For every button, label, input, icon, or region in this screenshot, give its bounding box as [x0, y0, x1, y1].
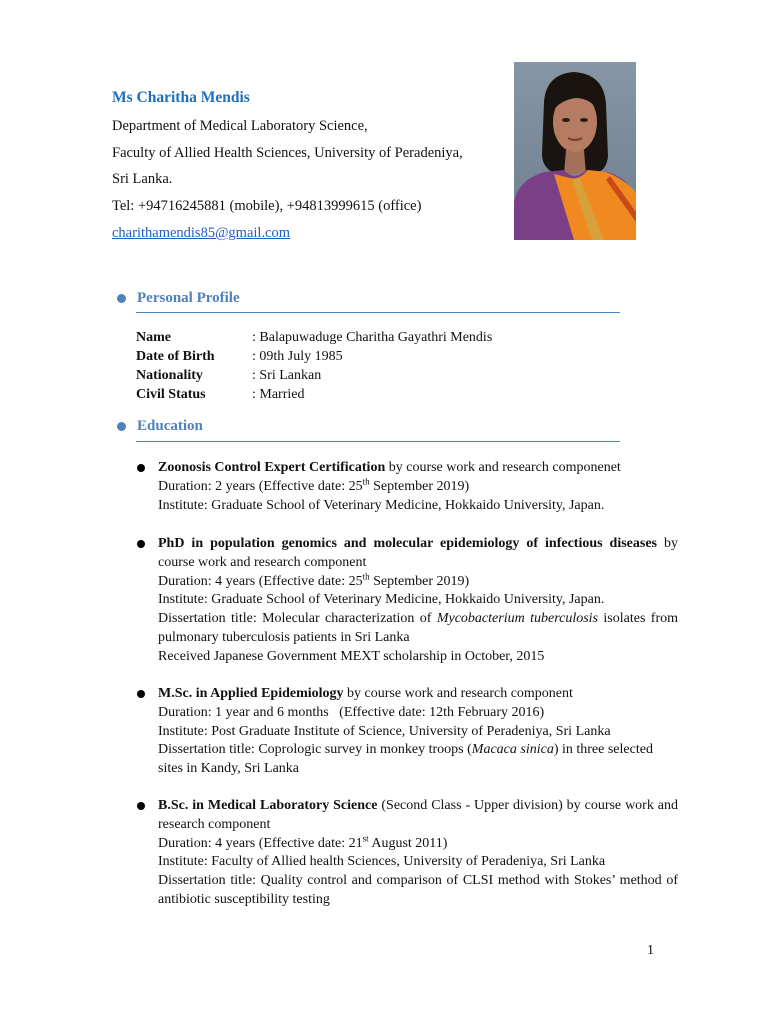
scholarship-note: Received Japanese Government MEXT scholarship in October, 2015: [158, 648, 545, 664]
profile-label-nationality: Nationality: [136, 368, 203, 383]
dissertation: Dissertation title: Coprologic survey in monkey troops (Macaca sinica) in three selected sites in Kandy, Sri Lanka: [158, 742, 653, 777]
profile-photo: [514, 62, 636, 240]
address-faculty: Faculty of Allied Health Sciences, University of Peradeniya,: [112, 145, 463, 161]
address-department: Department of Medical Laboratory Science,: [112, 118, 368, 134]
institute: Institute: Faculty of Allied health Sciences, University of Peradeniya, Sri Lanka: [158, 854, 606, 870]
education-item: [158, 459, 678, 515]
duration: Duration: 4 years (Effective date: 25th September 2019): [158, 570, 470, 589]
profile-value-civil-status: : Married: [252, 387, 305, 402]
list-bullet-icon: [137, 690, 145, 698]
degree-suffix: by course work and research component: [158, 536, 679, 570]
degree-suffix: by course work and research componenet: [385, 460, 621, 475]
email-link[interactable]: charithamendis85@gmail.com: [112, 225, 291, 241]
degree-suffix: (Second Class - Upper division) by course work and research component: [158, 798, 678, 832]
degree-suffix: by course work and research component: [343, 686, 573, 701]
section-bullet-icon: [117, 422, 126, 431]
education-item: [158, 797, 678, 910]
section-personal-profile: [137, 290, 240, 307]
profile-label-name: Name: [136, 330, 171, 345]
dissertation: Dissertation title: Molecular characterization of Mycobacterium tuberculosis isolates from pulmonary tuberculosis patients in Sri Lanka: [158, 611, 678, 645]
dissertation: Dissertation title: Quality control and comparison of CLSI method with Stokes’ method of antibiotic susceptibility testing: [158, 873, 678, 907]
profile-value-dob: : 09th July 1985: [252, 349, 343, 364]
duration: Duration: 1 year and 6 months (Effective date: 12th February 2016): [158, 704, 545, 720]
profile-label-dob: Date of Birth: [136, 349, 215, 364]
education-item: [158, 685, 678, 779]
institute: Institute: Graduate School of Veterinary Medicine, Hokkaido University, Japan.: [158, 592, 605, 608]
duration: Duration: 4 years (Effective date: 21st August 2011): [158, 832, 448, 851]
list-bullet-icon: [137, 464, 145, 472]
list-bullet-icon: [137, 540, 145, 548]
address-country: Sri Lanka.: [112, 171, 173, 187]
degree-title: M.Sc. in Applied Epidemiology: [158, 686, 344, 701]
profile-value-name: : Balapuwaduge Charitha Gayathri Mendis: [252, 330, 493, 345]
section-title: Education: [137, 418, 203, 434]
cv-name: Ms Charitha Mendis: [112, 89, 250, 106]
section-bullet-icon: [117, 294, 126, 303]
section-education: [137, 418, 203, 435]
section-divider: [136, 312, 620, 313]
duration: Duration: 2 years (Effective date: 25th September 2019): [158, 476, 470, 494]
institute: Institute: Graduate School of Veterinary Medicine, Hokkaido University, Japan.: [158, 497, 605, 513]
degree-title: Zoonosis Control Expert Certification: [158, 460, 386, 475]
institute: Institute: Post Graduate Institute of Science, University of Peradeniya, Sri Lanka: [158, 723, 611, 739]
section-divider: [136, 441, 620, 442]
profile-label-civil-status: Civil Status: [136, 387, 206, 402]
profile-value-nationality: : Sri Lankan: [252, 368, 322, 383]
list-bullet-icon: [137, 802, 145, 810]
degree-title: PhD in population genomics and molecular epidemiology of infectious diseases: [158, 536, 658, 551]
education-item: [158, 535, 678, 667]
section-title: Personal Profile: [137, 290, 240, 306]
page-number: 1: [647, 943, 654, 958]
degree-title: B.Sc. in Medical Laboratory Science: [158, 798, 378, 813]
telephone: Tel: +94716245881 (mobile), +94813999615 (office): [112, 198, 422, 214]
